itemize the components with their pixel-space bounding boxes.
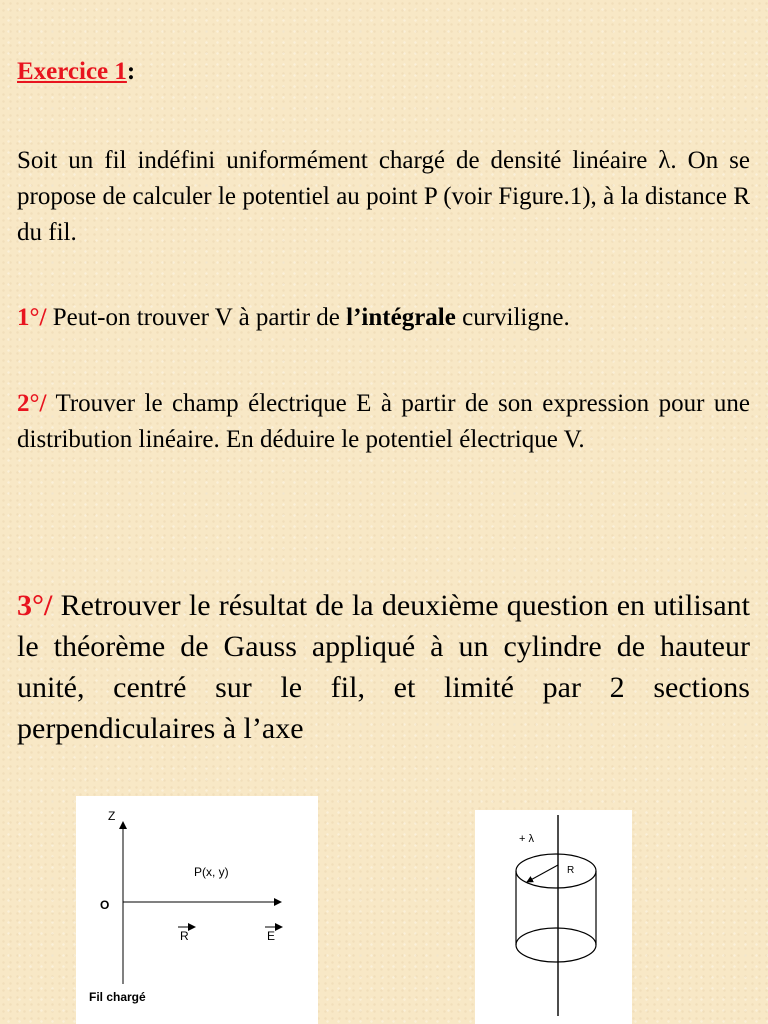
wire-caption: Fil chargé (89, 990, 146, 1004)
question-2-text: Trouver le champ électrique E à partir de son expression pour une distribution linéaire. En déduire le potentiel électrique V. (17, 390, 750, 453)
cylinder-top-ellipse (516, 854, 596, 888)
radius-vector (527, 865, 558, 882)
exercise-title-colon: : (126, 58, 136, 85)
question-3 (17, 585, 750, 749)
question-1-text-before: Peut-on trouver V à partir de (46, 304, 347, 331)
question-3-number: 3°/ (17, 589, 53, 622)
cylinder-bottom-ellipse (516, 928, 596, 962)
point-p-label: P(x, y) (194, 865, 229, 879)
question-2-number: 2°/ (17, 390, 47, 417)
figure-charged-wire-diagram (76, 796, 318, 1024)
charge-density-label: + λ (519, 833, 534, 845)
vector-r-label: R (180, 929, 189, 943)
question-1 (17, 300, 750, 336)
figure-2-svg (475, 810, 632, 1024)
exercise-title-text: Exercice 1 (17, 58, 127, 85)
question-1-text-bold: l’intégrale (346, 304, 456, 331)
exercise-title (17, 58, 135, 86)
vector-e-label: E (267, 929, 276, 943)
z-axis-label: Z (108, 809, 116, 823)
origin-label: O (100, 898, 110, 912)
figure-gauss-cylinder-diagram (475, 810, 632, 1024)
question-1-text-after: curviligne. (455, 304, 570, 331)
question-1-number: 1°/ (17, 304, 47, 331)
intro-paragraph: Soit un fil indéfini uniformément chargé de densité linéaire λ. On se propose de calculer le potentiel au point P (voir Figure.1), à la distance R du fil. (17, 147, 750, 246)
figure-1-svg (76, 796, 318, 1024)
question-2 (17, 386, 750, 458)
radius-label: R (567, 865, 575, 876)
question-3-text: Retrouver le résultat de la deuxième question en utilisant le théorème de Gauss appliqué à un cylindre de hauteur unité, centré sur le fil, et limité par 2 sections perpendiculaires à l’axe (17, 589, 750, 745)
